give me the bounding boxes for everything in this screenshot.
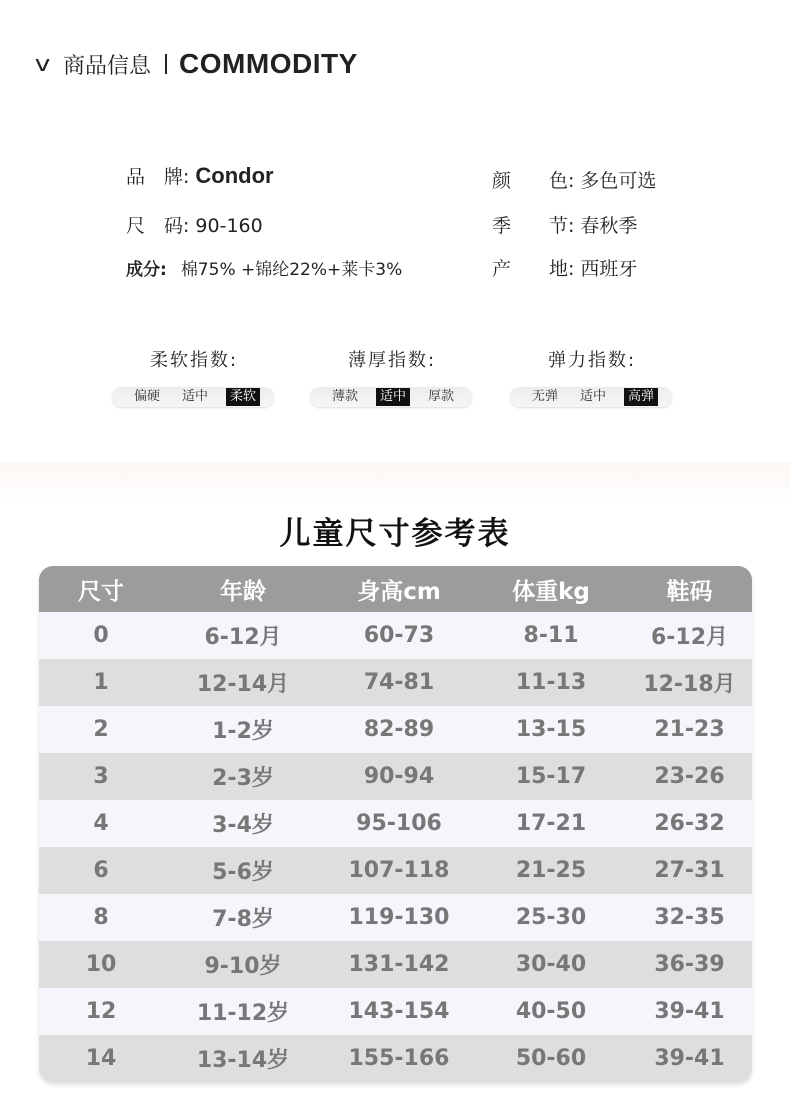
thickness-scale bbox=[310, 387, 472, 407]
season-row bbox=[492, 211, 637, 238]
brand-value: Condor bbox=[195, 163, 274, 188]
material-label: 成分: bbox=[126, 260, 167, 280]
color-value: 多色可选 bbox=[580, 170, 657, 192]
table-cell: 4 bbox=[93, 811, 109, 836]
table-cell: 9-10岁 bbox=[204, 954, 282, 979]
origin-value: 西班牙 bbox=[580, 258, 638, 280]
material-row bbox=[126, 255, 402, 280]
table-cell: 11-12岁 bbox=[196, 1001, 290, 1026]
elasticity-option: 无弹 bbox=[532, 389, 559, 404]
table-cell: 32-35 bbox=[654, 905, 725, 930]
table-cell: 14 bbox=[85, 1046, 117, 1071]
header-cell: 年龄 bbox=[220, 578, 266, 605]
section-header bbox=[36, 44, 358, 84]
table-body bbox=[39, 612, 752, 1082]
table-cell: 3 bbox=[93, 764, 109, 789]
table-cell: 90-94 bbox=[363, 764, 435, 789]
table-row bbox=[39, 894, 752, 941]
softness-scale bbox=[112, 387, 274, 407]
table-cell: 39-41 bbox=[654, 1046, 725, 1071]
table-cell: 0 bbox=[93, 623, 109, 648]
table-cell: 21-25 bbox=[515, 858, 587, 883]
table-header-row bbox=[39, 566, 752, 612]
table-cell: 155-166 bbox=[348, 1046, 450, 1071]
color-label: 颜 色: bbox=[492, 170, 575, 192]
chevron-down-icon[interactable]: v bbox=[34, 51, 51, 77]
table-cell: 15-17 bbox=[515, 764, 587, 789]
header-cell: 体重kg bbox=[512, 578, 590, 605]
table-cell: 131-142 bbox=[348, 952, 450, 977]
table-cell: 143-154 bbox=[348, 999, 450, 1024]
table-row bbox=[39, 659, 752, 706]
table-cell: 95-106 bbox=[356, 811, 442, 836]
softness-index-title: 柔软指数: bbox=[150, 350, 239, 371]
table-cell: 11-13 bbox=[515, 670, 587, 695]
origin-row bbox=[492, 254, 637, 281]
season-value: 春秋季 bbox=[580, 215, 638, 237]
section-title-en: COMMODITY bbox=[179, 48, 358, 79]
size-row bbox=[126, 211, 263, 238]
table-cell: 7-8岁 bbox=[212, 907, 274, 932]
softness-option-selected: 柔软 bbox=[226, 388, 260, 406]
table-cell: 119-130 bbox=[348, 905, 450, 930]
table-row bbox=[39, 988, 752, 1035]
table-cell: 1-2岁 bbox=[212, 719, 274, 744]
table-row bbox=[39, 1035, 752, 1082]
table-cell: 36-39 bbox=[654, 952, 725, 977]
size-table bbox=[39, 566, 752, 1082]
elasticity-scale bbox=[510, 387, 672, 407]
table-cell: 8-11 bbox=[523, 623, 579, 648]
season-label: 季 节: bbox=[492, 215, 575, 237]
table-row bbox=[39, 941, 752, 988]
size-label: 尺 码: bbox=[126, 215, 190, 237]
size-table-title: 儿童尺寸参考表 bbox=[279, 516, 511, 552]
material-value: 棉75% +锦纶22%+莱卡3% bbox=[180, 260, 403, 280]
table-row bbox=[39, 706, 752, 753]
table-cell: 82-89 bbox=[363, 717, 435, 742]
table-cell: 6-12月 bbox=[650, 625, 729, 650]
table-cell: 1 bbox=[93, 670, 109, 695]
table-cell: 3-4岁 bbox=[212, 813, 274, 838]
header-cell: 身高cm bbox=[357, 578, 441, 605]
table-cell: 12 bbox=[85, 999, 117, 1024]
table-cell: 12-14月 bbox=[196, 672, 290, 697]
size-value: 90-160 bbox=[195, 215, 263, 237]
section-divider bbox=[0, 462, 790, 502]
table-row bbox=[39, 800, 752, 847]
table-cell: 13-15 bbox=[515, 717, 587, 742]
table-cell: 2 bbox=[93, 717, 109, 742]
table-cell: 39-41 bbox=[654, 999, 725, 1024]
thickness-option: 厚款 bbox=[428, 389, 455, 404]
table-row bbox=[39, 847, 752, 894]
table-cell: 12-18月 bbox=[643, 672, 736, 697]
table-cell: 6-12月 bbox=[204, 625, 282, 650]
brand-row bbox=[126, 162, 274, 189]
table-cell: 25-30 bbox=[515, 905, 587, 930]
table-cell: 74-81 bbox=[363, 670, 435, 695]
table-cell: 40-50 bbox=[515, 999, 587, 1024]
header-cell: 鞋码 bbox=[666, 578, 713, 605]
table-cell: 17-21 bbox=[515, 811, 587, 836]
brand-label: 品 牌: bbox=[126, 166, 190, 188]
softness-option: 适中 bbox=[182, 389, 209, 404]
title-separator bbox=[165, 54, 167, 74]
thickness-option-selected: 适中 bbox=[376, 388, 410, 406]
table-cell: 50-60 bbox=[515, 1046, 587, 1071]
elasticity-index-title: 弹力指数: bbox=[548, 350, 637, 371]
table-cell: 27-31 bbox=[654, 858, 725, 883]
table-cell: 8 bbox=[93, 905, 109, 930]
color-row bbox=[492, 166, 656, 193]
table-cell: 6 bbox=[93, 858, 109, 883]
elasticity-option-selected: 高弹 bbox=[624, 388, 658, 406]
table-cell: 23-26 bbox=[654, 764, 725, 789]
elasticity-option: 适中 bbox=[580, 389, 607, 404]
softness-option: 偏硬 bbox=[134, 389, 161, 404]
thickness-option: 薄款 bbox=[332, 389, 359, 404]
table-cell: 30-40 bbox=[515, 952, 587, 977]
table-cell: 5-6岁 bbox=[212, 860, 274, 885]
thickness-index-title: 薄厚指数: bbox=[348, 350, 437, 371]
table-cell: 26-32 bbox=[654, 811, 725, 836]
table-cell: 21-23 bbox=[654, 717, 725, 742]
table-cell: 60-73 bbox=[363, 623, 435, 648]
table-cell: 107-118 bbox=[348, 858, 450, 883]
table-row bbox=[39, 753, 752, 800]
table-cell: 10 bbox=[85, 952, 117, 977]
header-cell: 尺寸 bbox=[78, 578, 124, 605]
table-cell: 2-3岁 bbox=[212, 766, 274, 791]
origin-label: 产 地: bbox=[492, 258, 575, 280]
table-row bbox=[39, 612, 752, 659]
section-title-cn: 商品信息 bbox=[63, 53, 152, 79]
table-cell: 13-14岁 bbox=[196, 1048, 290, 1073]
